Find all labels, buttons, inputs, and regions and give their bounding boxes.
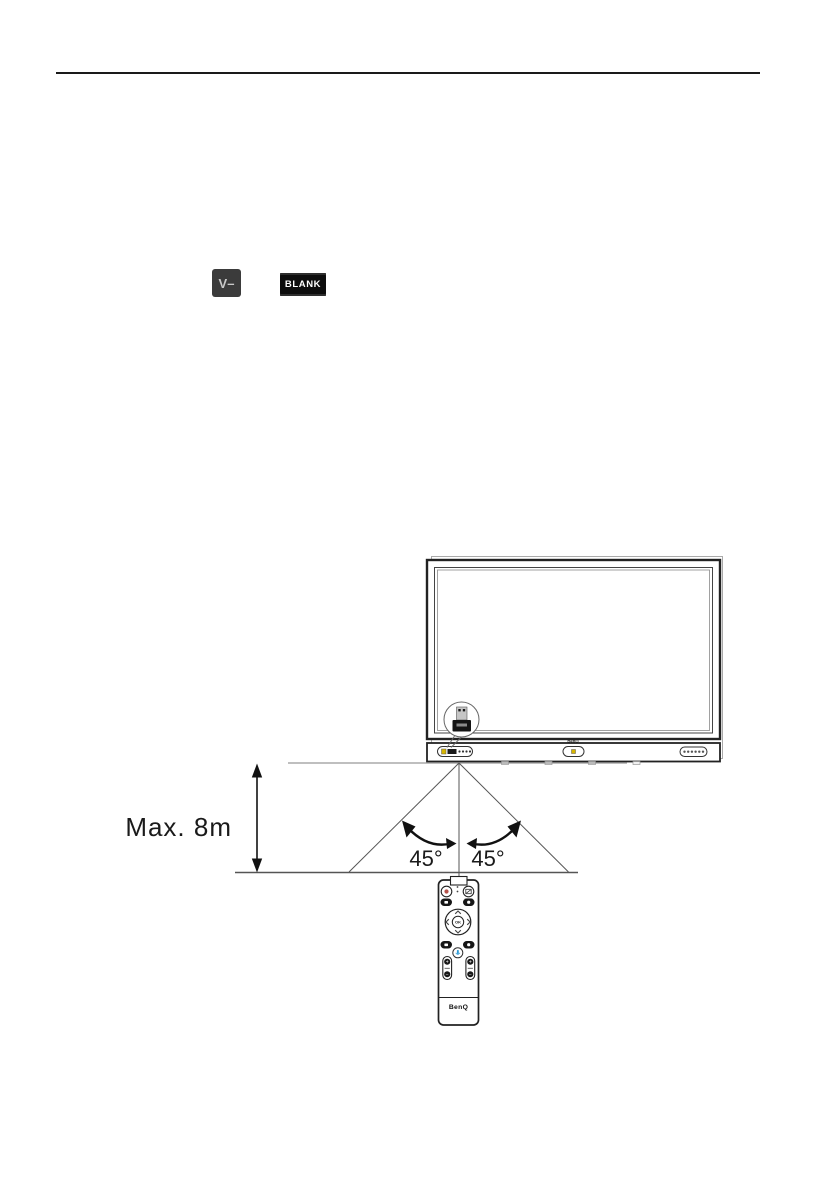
back-button: [441, 941, 453, 949]
display-bottom-bezel: [427, 743, 720, 765]
ok-button-label: OK: [455, 919, 461, 925]
display-brand-logo: BenQ: [567, 738, 579, 744]
angle-left-label: 45°: [409, 846, 443, 871]
left-rotation-arrow-icon: [402, 821, 457, 850]
blank-key-label: BLANK: [284, 279, 322, 290]
rocker-minus-label: −: [468, 972, 472, 978]
ir-window: [451, 877, 468, 886]
back-icon: [444, 944, 448, 947]
arrow-up-icon: [252, 764, 262, 778]
angle-right-label: 45°: [471, 846, 505, 871]
mic-button: [453, 948, 463, 958]
mount-tab: [633, 762, 640, 765]
usb-dongle-callout: [444, 702, 479, 748]
bezel-dot-icon: [458, 750, 460, 752]
left-arc: [408, 828, 451, 845]
control-button-panel: [680, 747, 707, 757]
menu-button: [441, 899, 453, 907]
front-connector-panel: [438, 747, 473, 757]
volume-down-key-label: V–: [218, 275, 235, 291]
arrowhead: [402, 821, 416, 838]
mic-icon: [457, 950, 459, 954]
rocker-plus-label: +: [445, 959, 449, 966]
right-rotation-arrow-icon: [467, 821, 522, 850]
settings-button: [463, 899, 475, 907]
right-arc: [472, 828, 515, 845]
status-led-icon: [457, 886, 459, 888]
remote-brand-logo: BenQ: [448, 1004, 469, 1011]
usb-port-icon: [442, 749, 447, 754]
rocker-plus-label: +: [468, 959, 472, 966]
home-button: [463, 941, 475, 949]
panel-button-icon: [694, 751, 696, 753]
power-indicator-panel: [563, 747, 584, 757]
range-fan: [125, 763, 627, 879]
menu-icon: [444, 901, 448, 904]
rocker-left: [443, 957, 452, 980]
power-led-icon: [572, 750, 576, 754]
display-screen: [438, 570, 710, 731]
arrow-down-icon: [252, 859, 262, 873]
mic-hole-icon: [457, 891, 459, 893]
dongle-connector: [457, 707, 468, 720]
dongle-slit: [457, 724, 468, 727]
distance-measure-arrow: [252, 764, 262, 873]
display-panel: [427, 557, 723, 765]
distance-label: Max. 8m: [125, 812, 232, 842]
rocker-right: [466, 957, 475, 980]
panel-button-icon: [698, 751, 700, 753]
panel-button-icon: [702, 751, 704, 753]
rocker-minus-label: −: [445, 972, 449, 978]
bezel-dot-icon: [462, 750, 464, 752]
panel-button-icon: [687, 751, 689, 753]
settings-icon: [467, 901, 470, 904]
dongle-pin-hole: [463, 709, 465, 711]
power-button: [441, 886, 452, 897]
arrowhead: [446, 838, 457, 849]
dpad: [445, 909, 471, 935]
bezel-dot-icon: [465, 750, 467, 752]
power-dot-icon: [444, 889, 448, 893]
home-icon: [467, 943, 470, 946]
connector-slot-icon: [448, 749, 457, 754]
remote-control: [439, 877, 479, 1026]
bezel-dot-icon: [469, 750, 471, 752]
panel-button-icon: [683, 751, 685, 753]
panel-button-icon: [691, 751, 693, 753]
dongle-pin-hole: [458, 709, 460, 711]
arrowhead: [508, 821, 522, 838]
